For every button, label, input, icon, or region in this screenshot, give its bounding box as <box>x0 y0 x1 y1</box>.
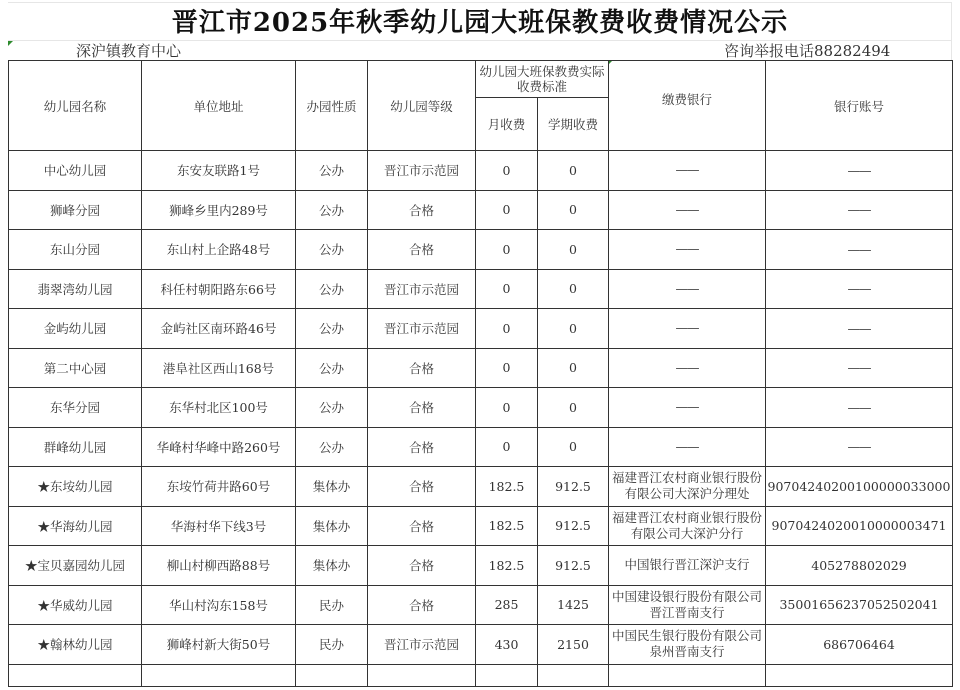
bank-account: —— <box>766 190 953 230</box>
bank-account: —— <box>766 427 953 467</box>
bank: 中国建设银行股份有限公司晋江晋南支行 <box>609 585 766 625</box>
kindergarten-name: 第二中心园 <box>9 348 142 388</box>
header-level: 幼儿园等级 <box>368 61 476 151</box>
kindergarten-name: 群峰幼儿园 <box>9 427 142 467</box>
bank: 福建晋江农村商业银行股份有限公司大深沪分理处 <box>609 467 766 507</box>
kindergarten-name: 东华分园 <box>9 388 142 428</box>
monthly-fee: 0 <box>476 151 538 191</box>
table-row <box>9 546 953 586</box>
address: 柳山村柳西路88号 <box>142 546 296 586</box>
kindergarten-name: 狮峰分园 <box>9 190 142 230</box>
address: 港阜社区西山168号 <box>142 348 296 388</box>
bank-account: —— <box>766 230 953 270</box>
table-row <box>9 427 953 467</box>
semester-fee: 0 <box>538 348 609 388</box>
bank-account: 35001656237052502041 <box>766 585 953 625</box>
kindergarten-name: ★东垵幼儿园 <box>9 467 142 507</box>
level: 合格 <box>368 467 476 507</box>
nature: 公办 <box>296 388 368 428</box>
monthly-fee: 0 <box>476 427 538 467</box>
header-name: 幼儿园名称 <box>9 61 142 151</box>
gridline <box>8 2 952 3</box>
bank: —— <box>609 348 766 388</box>
bank-account: —— <box>766 151 953 191</box>
nature: 公办 <box>296 151 368 191</box>
fee-table <box>8 60 953 687</box>
nature: 集体办 <box>296 546 368 586</box>
kindergarten-name: ★翰林幼儿园 <box>9 625 142 665</box>
semester-fee: 912.5 <box>538 467 609 507</box>
monthly-fee: 0 <box>476 230 538 270</box>
address: 狮峰村新大街50号 <box>142 625 296 665</box>
monthly-fee: 0 <box>476 190 538 230</box>
level: 合格 <box>368 348 476 388</box>
bank-account: 9070424020010000003471 <box>766 506 953 546</box>
table-row <box>9 506 953 546</box>
table-row <box>9 348 953 388</box>
nature: 民办 <box>296 585 368 625</box>
level: 晋江市示范园 <box>368 151 476 191</box>
address: 东安友联路1号 <box>142 151 296 191</box>
bank: —— <box>609 309 766 349</box>
table-row <box>9 151 953 191</box>
address: 华海村华下线3号 <box>142 506 296 546</box>
cell-comment-marker <box>8 41 13 46</box>
bank-account: —— <box>766 309 953 349</box>
nature: 集体办 <box>296 506 368 546</box>
address: 东垵竹荷井路60号 <box>142 467 296 507</box>
kindergarten-name: 金屿幼儿园 <box>9 309 142 349</box>
semester-fee: 1425 <box>538 585 609 625</box>
semester-fee: 0 <box>538 190 609 230</box>
semester-fee: 0 <box>538 309 609 349</box>
nature: 公办 <box>296 269 368 309</box>
bank: —— <box>609 230 766 270</box>
bank-account: 405278802029 <box>766 546 953 586</box>
level: 合格 <box>368 585 476 625</box>
table-row <box>9 230 953 270</box>
monthly-fee: 0 <box>476 309 538 349</box>
bank: 中国民生银行股份有限公司泉州晋南支行 <box>609 625 766 665</box>
level: 合格 <box>368 388 476 428</box>
nature: 公办 <box>296 427 368 467</box>
level: 晋江市示范园 <box>368 269 476 309</box>
table-row <box>9 625 953 665</box>
header-bank: 缴费银行 <box>609 61 766 151</box>
hotline-label: 咨询举报电话88282494 <box>724 42 891 60</box>
semester-fee: 0 <box>538 427 609 467</box>
monthly-fee: 430 <box>476 625 538 665</box>
address: 华山村沟东158号 <box>142 585 296 625</box>
bank: —— <box>609 427 766 467</box>
semester-fee: 2150 <box>538 625 609 665</box>
header-fee-group: 幼儿园大班保教费实际收费标准 <box>476 61 609 98</box>
semester-fee: 912.5 <box>538 546 609 586</box>
bank: —— <box>609 190 766 230</box>
monthly-fee: 0 <box>476 388 538 428</box>
semester-fee: 912.5 <box>538 506 609 546</box>
semester-fee: 0 <box>538 269 609 309</box>
header-account: 银行账号 <box>766 61 953 151</box>
nature: 民办 <box>296 625 368 665</box>
header-monthly: 月收费 <box>476 98 538 151</box>
kindergarten-name: ★华威幼儿园 <box>9 585 142 625</box>
kindergarten-name: ★宝贝嘉园幼儿园 <box>9 546 142 586</box>
bank-account: 686706464 <box>766 625 953 665</box>
level: 晋江市示范园 <box>368 625 476 665</box>
bank-account: —— <box>766 388 953 428</box>
header-nature: 办园性质 <box>296 61 368 151</box>
table-row <box>9 269 953 309</box>
bank: —— <box>609 269 766 309</box>
monthly-fee: 0 <box>476 348 538 388</box>
address: 狮峰乡里内289号 <box>142 190 296 230</box>
bank: —— <box>609 388 766 428</box>
header-semester: 学期收费 <box>538 98 609 151</box>
monthly-fee: 0 <box>476 269 538 309</box>
level: 合格 <box>368 190 476 230</box>
address: 东华村北区100号 <box>142 388 296 428</box>
address: 科任村朝阳路东66号 <box>142 269 296 309</box>
bank: 中国银行晋江深沪支行 <box>609 546 766 586</box>
semester-fee: 0 <box>538 230 609 270</box>
monthly-fee: 182.5 <box>476 506 538 546</box>
bank-account: 90704240200100000033000 <box>766 467 953 507</box>
header-address: 单位地址 <box>142 61 296 151</box>
address: 华峰村华峰中路260号 <box>142 427 296 467</box>
monthly-fee: 182.5 <box>476 546 538 586</box>
semester-fee: 0 <box>538 388 609 428</box>
level: 合格 <box>368 506 476 546</box>
level: 合格 <box>368 427 476 467</box>
table-row <box>9 309 953 349</box>
table-row <box>9 190 953 230</box>
address: 东山村上企路48号 <box>142 230 296 270</box>
address: 金屿社区南环路46号 <box>142 309 296 349</box>
page-title: 晋江市2025年秋季幼儿园大班保教费收费情况公示 <box>171 8 789 38</box>
kindergarten-name: 东山分园 <box>9 230 142 270</box>
level: 合格 <box>368 546 476 586</box>
kindergarten-name: 翡翠湾幼儿园 <box>9 269 142 309</box>
table-row <box>9 467 953 507</box>
bank-account: —— <box>766 269 953 309</box>
bank: —— <box>609 151 766 191</box>
table-row <box>9 585 953 625</box>
kindergarten-name: 中心幼儿园 <box>9 151 142 191</box>
nature: 公办 <box>296 309 368 349</box>
semester-fee: 0 <box>538 151 609 191</box>
nature: 公办 <box>296 348 368 388</box>
issuer-label: 深沪镇教育中心 <box>76 42 182 60</box>
level: 晋江市示范园 <box>368 309 476 349</box>
bank-account: —— <box>766 348 953 388</box>
monthly-fee: 182.5 <box>476 467 538 507</box>
table-row <box>9 388 953 428</box>
nature: 集体办 <box>296 467 368 507</box>
monthly-fee: 285 <box>476 585 538 625</box>
kindergarten-name: ★华海幼儿园 <box>9 506 142 546</box>
nature: 公办 <box>296 190 368 230</box>
bank: 福建晋江农村商业银行股份有限公司大深沪分行 <box>609 506 766 546</box>
level: 合格 <box>368 230 476 270</box>
nature: 公办 <box>296 230 368 270</box>
